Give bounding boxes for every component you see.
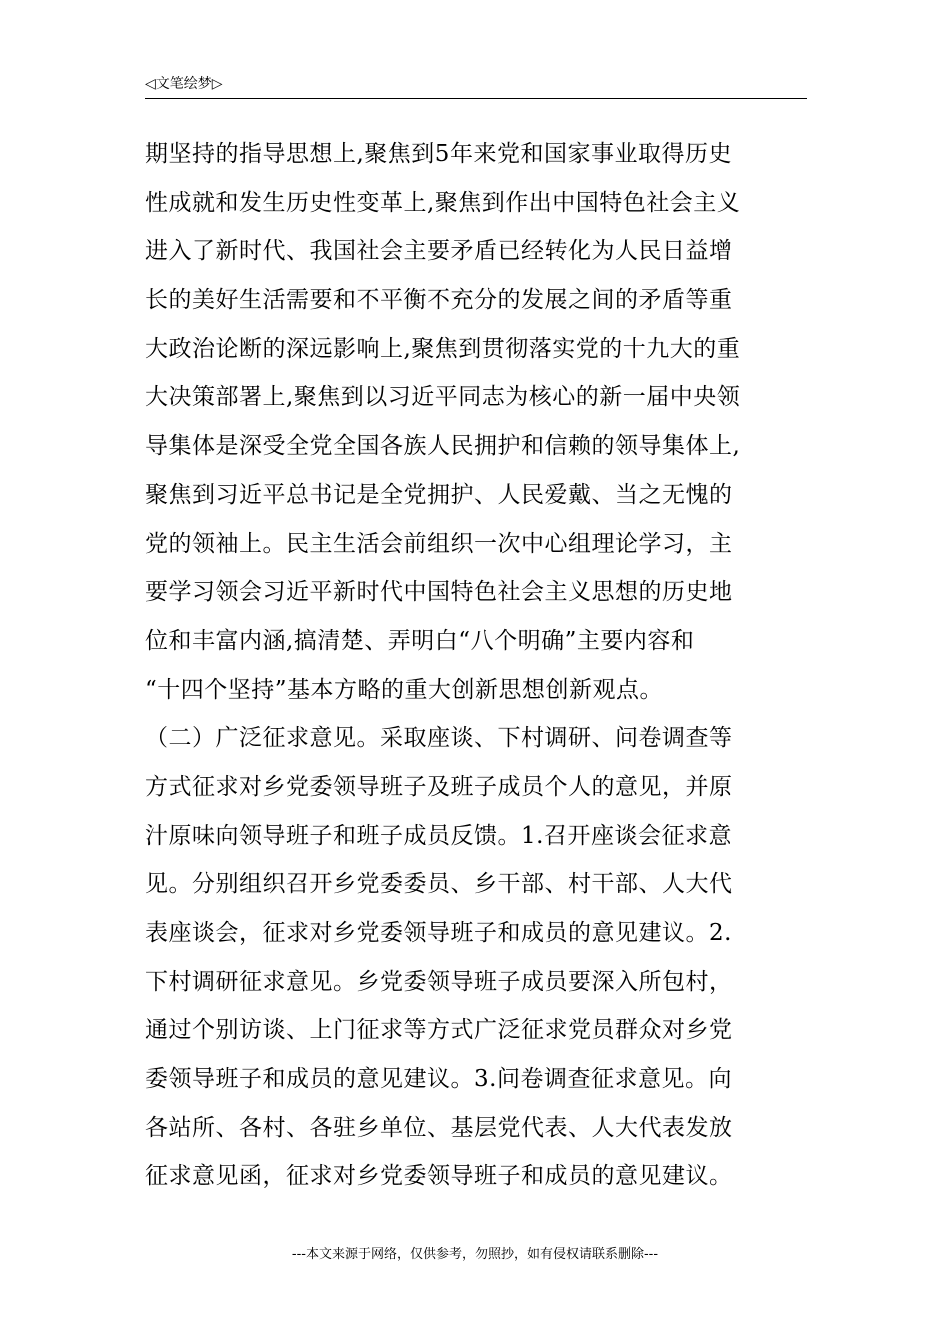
text-line: 见。分别组织召开乡党委委员、乡干部、村干部、人大代 [145,871,733,898]
header-title: ◁文笔绘梦▷ [145,76,223,92]
text-line: 征求意见函，征求对乡党委领导班子和成员的意见建议。 [145,1163,733,1190]
page-header [145,74,807,99]
text-line: 大决策部署上,聚焦到以习近平同志为核心的新一届中央领 [145,384,741,411]
text-line: （二）广泛征求意见。采取座谈、下村调研、问卷调查等 [145,725,733,752]
text-line: 聚焦到习近平总书记是全党拥护、人民爱戴、当之无愧的 [145,481,733,508]
text-line: 汁原味向领导班子和班子成员反馈。1.召开座谈会征求意 [145,822,732,849]
text-line: 期坚持的指导思想上,聚焦到5年来党和国家事业取得历史 [145,141,732,167]
text-line: 长的美好生活需要和不平衡不充分的发展之间的矛盾等重 [145,287,733,314]
text-line: “十四个坚持”基本方略的重大创新思想创新观点。 [145,676,664,703]
text-line: 大政治论断的深远影响上,聚焦到贯彻落实党的十九大的重 [145,335,741,362]
text-line: 性成就和发生历史性变革上,聚焦到作出中国特色社会主义 [145,189,741,216]
document-body [145,130,825,1201]
text-line: 党的领袖上。民主生活会前组织一次中心组理论学习，主 [145,530,733,557]
text-line: 导集体是深受全党全国各族人民拥护和信赖的领导集体上, [145,433,741,460]
text-line: 位和丰富内涵,搞清楚、弄明白“八个明确”主要内容和 [145,627,695,654]
text-line: 进入了新时代、我国社会主要矛盾已经转化为人民日益增 [145,238,733,265]
text-line: 下村调研征求意见。乡党委领导班子成员要深入所包村， [145,968,733,995]
text-line: 要学习领会习近平新时代中国特色社会主义思想的历史地 [145,579,733,606]
text-line: 方式征求对乡党委领导班子及班子成员个人的意见，并原 [145,773,733,800]
page-footer: ---本文来源于网络，仅供参考，勿照抄，如有侵权请联系删除--- [291,1247,659,1262]
text-line: 各站所、各村、各驻乡单位、基层党代表、人大代表发放 [145,1114,733,1141]
text-line: 表座谈会，征求对乡党委领导班子和成员的意见建议。2. [145,920,732,946]
text-line: 通过个别访谈、上门征求等方式广泛征求党员群众对乡党 [145,1017,733,1044]
text-line: 委领导班子和成员的意见建议。3.问卷调查征求意见。向 [145,1066,732,1093]
